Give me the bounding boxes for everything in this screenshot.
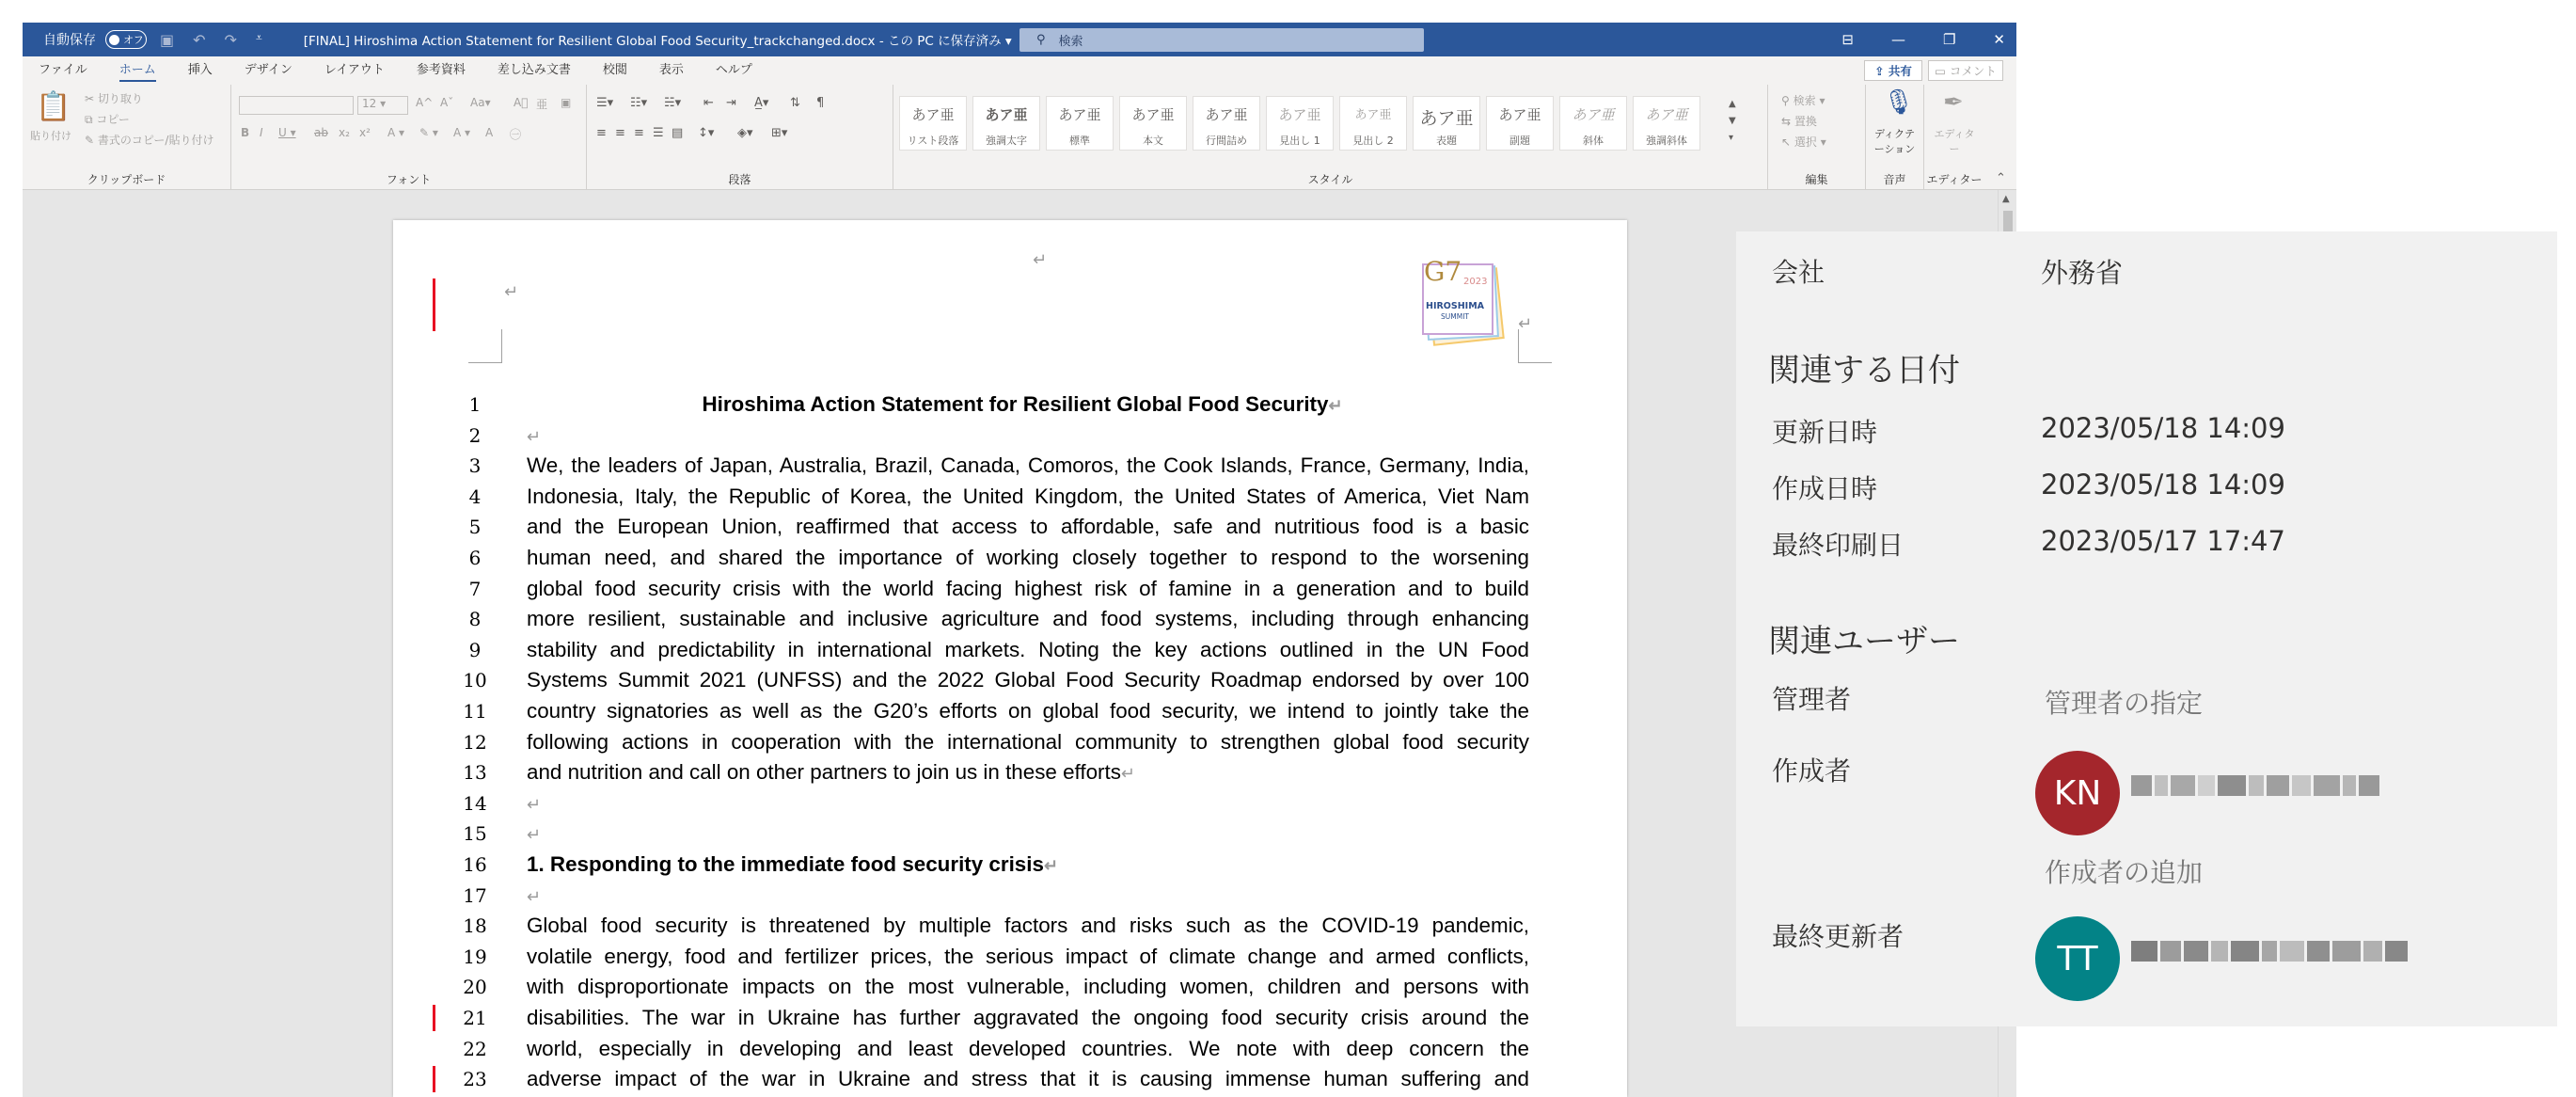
select-button[interactable]: ↖ 選択 ▾ xyxy=(1781,135,1826,149)
paragraph-mark: ↵ xyxy=(527,825,542,845)
document-line[interactable] xyxy=(527,881,1542,913)
logo-hiroshima-text: HIROSHIMA xyxy=(1426,301,1485,311)
company-value[interactable]: 外務省 xyxy=(2041,257,2124,289)
last-modified-name-redacted[interactable] xyxy=(2131,941,2410,978)
autosave-label: 自動保存 xyxy=(43,33,96,48)
line-text: volatile energy, food and fertilizer prices, the serious impact of climate change and armed conflicts, xyxy=(527,944,1529,968)
undo-icon[interactable]: ↶ xyxy=(193,30,206,49)
line-text: global food security crisis with the world facing highest risk of famine in a generation and to build xyxy=(527,576,1529,600)
grow-font-icon[interactable]: A^ xyxy=(416,96,434,109)
document-line[interactable] xyxy=(527,1034,1529,1065)
author-name-redacted[interactable] xyxy=(2131,775,2382,813)
document-line[interactable] xyxy=(527,451,1529,482)
style-intense-emphasis[interactable]: あア亜 強調斜体 xyxy=(1633,96,1700,151)
minimize-icon[interactable]: — xyxy=(1890,31,1905,48)
line-number: 18 xyxy=(463,914,487,938)
document-line[interactable] xyxy=(527,819,1542,851)
paragraph-mark: ↵ xyxy=(527,886,542,906)
g7-hiroshima-logo xyxy=(1418,254,1507,344)
tab-view[interactable]: 表示 xyxy=(658,63,684,77)
paragraph-mark: ↵ xyxy=(1328,396,1343,415)
voice-group xyxy=(1866,85,1924,190)
line-text: 1. Responding to the immediate food security crisis xyxy=(527,852,1044,876)
style-emphasis[interactable]: あア亜 斜体 xyxy=(1559,96,1627,151)
line-number: 16 xyxy=(463,853,487,876)
line-number: 19 xyxy=(463,945,487,968)
paragraph-group xyxy=(587,85,893,190)
styles-group xyxy=(893,85,1768,190)
line-number: 5 xyxy=(468,516,482,539)
share-button[interactable]: ⇪ 共有 xyxy=(1864,60,1922,81)
line-number: 17 xyxy=(463,883,487,907)
line-text: world, especially in developing and least developed countries. We note with deep concern the xyxy=(527,1036,1529,1060)
char-border-icon[interactable]: ▣ xyxy=(561,96,572,109)
margin-corner-right xyxy=(1518,329,1552,363)
asian-layout-icon[interactable]: A̲▾ xyxy=(754,96,769,110)
search-box[interactable] xyxy=(1019,28,1424,52)
copy-button[interactable]: ⧉ コピー xyxy=(85,113,130,126)
document-line[interactable] xyxy=(527,696,1529,727)
paragraph-mark: ↵ xyxy=(527,794,542,814)
document-line[interactable] xyxy=(527,665,1529,696)
company-label: 会社 xyxy=(1772,257,1825,288)
paragraph-mark: ↵ xyxy=(1120,764,1135,784)
line-number: 12 xyxy=(463,730,487,754)
document-line[interactable] xyxy=(527,757,1542,789)
document-line[interactable] xyxy=(527,390,1518,421)
line-text: human need, and shared the importance of working closely together to respond to the worsening xyxy=(527,546,1529,569)
line-text: and nutrition and call on other partners to join us in these efforts xyxy=(527,760,1121,785)
line-text: following actions in cooperation with the international community to strengthen global food security xyxy=(527,729,1529,754)
tab-references[interactable]: 参考資料 xyxy=(416,63,466,77)
document-line[interactable] xyxy=(527,972,1529,1003)
word-window xyxy=(23,23,2016,1097)
last-printed-label: 最終印刷日 xyxy=(1772,530,1904,561)
save-icon[interactable]: ▣ xyxy=(160,30,175,49)
document-line[interactable] xyxy=(527,543,1529,574)
shading-fill-icon[interactable]: ◈▾ xyxy=(737,126,753,140)
style-strong[interactable]: あア亜 強調太字 xyxy=(972,96,1040,151)
line-text: more resilient, sustainable and inclusive agriculture and food systems, including through enhancing xyxy=(527,607,1529,631)
style-heading-1[interactable]: あア亜 見出し 1 xyxy=(1266,96,1334,151)
tab-mailings[interactable]: 差し込み文書 xyxy=(497,63,571,77)
ribbon-display-icon[interactable]: ⊟ xyxy=(1841,31,1854,48)
document-line[interactable] xyxy=(527,574,1529,605)
line-text: with disproportionate impacts on the most vulnerable, including women, children and persons with xyxy=(527,975,1529,999)
line-number: 2 xyxy=(468,423,482,447)
line-number: 11 xyxy=(463,700,487,723)
superscript-icon[interactable]: x² xyxy=(359,126,371,139)
logo-year-text: 2023 xyxy=(1463,277,1488,287)
highlight-icon[interactable]: ✎ ▾ xyxy=(419,126,438,139)
editor-icon[interactable]: ✒ xyxy=(1943,88,1964,117)
dictate-label[interactable]: ディクテーション xyxy=(1873,128,1916,155)
editing-group-label: 編集 xyxy=(1805,173,1828,186)
style-list-paragraph[interactable]: あア亜 リスト段落 xyxy=(899,96,967,151)
clipboard-group-label: クリップボード xyxy=(87,173,166,186)
paragraph-group-label: 段落 xyxy=(728,173,751,186)
shading-icon[interactable]: A xyxy=(485,126,494,139)
document-line[interactable] xyxy=(527,604,1529,635)
line-number: 14 xyxy=(463,791,487,815)
align-right-icon[interactable]: ≡ xyxy=(634,126,644,140)
line-text: disabilities. The war in Ukraine has further aggravated the ongoing food security crisis around the xyxy=(527,1006,1529,1029)
styles-scroll-icon[interactable]: ▲ ▼ ▾ xyxy=(1729,99,1736,143)
increase-indent-icon[interactable]: ⇥ xyxy=(726,96,736,110)
tab-design[interactable]: デザイン xyxy=(244,63,292,77)
toggle-knob xyxy=(109,35,119,45)
line-number: 23 xyxy=(463,1068,487,1091)
font-name-box[interactable] xyxy=(239,96,354,115)
document-title[interactable]: [FINAL] Hiroshima Action Statement for Resilient Global Food Security_trackchanged.docx - この PC に保存済み ▾ xyxy=(303,34,1012,49)
header-paragraph-mark-left: ↵ xyxy=(504,282,519,302)
window-controls xyxy=(1841,23,2005,56)
header-paragraph-mark-right: ↵ xyxy=(1518,314,1533,334)
line-number: 20 xyxy=(463,976,487,999)
document-line[interactable] xyxy=(527,727,1529,758)
document-line[interactable] xyxy=(527,788,1542,820)
scroll-up-icon[interactable]: ▲ xyxy=(2002,194,2010,204)
modified-label: 更新日時 xyxy=(1772,417,1878,448)
tab-insert[interactable]: 挿入 xyxy=(187,63,213,77)
close-icon[interactable]: ✕ xyxy=(1993,31,2005,48)
document-page[interactable] xyxy=(393,220,1627,1097)
document-line[interactable] xyxy=(527,942,1529,973)
line-text: We, the leaders of Japan, Australia, Brazil, Canada, Comoros, the Cook Islands, France, Germany, India, xyxy=(527,453,1529,478)
document-line[interactable] xyxy=(527,850,1542,882)
tab-layout[interactable]: レイアウト xyxy=(324,63,385,77)
paste-label[interactable]: 貼り付け xyxy=(30,130,71,142)
specify-manager-link[interactable]: 管理者の指定 xyxy=(2045,688,2204,719)
paragraph-mark: ↵ xyxy=(1043,856,1059,875)
font-group-label: フォント xyxy=(386,173,432,186)
line-number: 8 xyxy=(468,608,482,631)
document-line[interactable] xyxy=(527,421,1542,453)
line-text: Systems Summit 2021 (UNFSS) and the 2022 Global Food Security Roadmap endorsed by over 100 xyxy=(527,668,1529,692)
line-spacing-icon[interactable]: ↕▾ xyxy=(698,126,715,140)
line-text: country signatories as well as the G20’s efforts on global food security, we intend to jointly take the xyxy=(527,699,1529,723)
ribbon xyxy=(23,85,2016,190)
change-bar xyxy=(433,278,435,331)
tab-help[interactable]: ヘルプ xyxy=(715,63,752,77)
last-printed-value: 2023/05/17 17:47 xyxy=(2041,525,2285,557)
bold-icon[interactable]: B xyxy=(241,126,250,139)
align-left-icon[interactable]: ≡ xyxy=(596,126,607,140)
change-case-icon[interactable]: Aa▾ xyxy=(470,96,491,109)
line-number: 3 xyxy=(468,454,482,478)
style-title[interactable]: あア亜 表題 xyxy=(1413,96,1480,151)
logo-summit-text: SUMMIT xyxy=(1441,312,1469,321)
line-number: 13 xyxy=(463,761,487,785)
author-label: 作成者 xyxy=(1772,755,1852,787)
italic-icon[interactable]: I xyxy=(260,126,263,139)
align-center-icon[interactable]: ≡ xyxy=(615,126,625,140)
logo-g7-text: G7 xyxy=(1424,256,1462,287)
font-size-box[interactable]: 12 ▾ xyxy=(357,96,408,115)
line-text: stability and predictability in international markets. Noting the key actions outlined in the UN Food xyxy=(527,637,1529,661)
enclose-char-icon[interactable]: ㊀ xyxy=(510,128,522,141)
voice-group-label: 音声 xyxy=(1883,173,1906,186)
numbering-icon[interactable]: ☷▾ xyxy=(630,96,648,110)
document-properties-panel xyxy=(1736,231,2557,1026)
last-modified-avatar[interactable]: TT xyxy=(2035,916,2120,1001)
style-body[interactable]: あア亜 本文 xyxy=(1119,96,1187,151)
paragraph-mark: ↵ xyxy=(527,426,542,446)
strikethrough-icon[interactable]: ab xyxy=(314,126,328,139)
last-modified-by-label: 最終更新者 xyxy=(1772,921,1904,952)
created-label: 作成日時 xyxy=(1772,473,1878,504)
line-number: 15 xyxy=(463,822,487,846)
microphone-icon[interactable]: 🎙 xyxy=(1883,88,1915,117)
add-author-link[interactable]: 作成者の追加 xyxy=(2045,857,2204,888)
borders-icon[interactable]: ⊞▾ xyxy=(771,126,788,140)
font-color-icon[interactable]: A ▾ xyxy=(453,126,471,139)
line-number: 10 xyxy=(463,669,487,692)
document-line[interactable] xyxy=(527,512,1529,543)
customize-qat-icon[interactable]: ⩡ xyxy=(255,30,262,44)
show-marks-icon[interactable]: ¶ xyxy=(816,96,825,110)
phonetic-guide-icon[interactable]: 亜 xyxy=(536,98,548,111)
manager-label: 管理者 xyxy=(1772,684,1852,715)
cut-button[interactable]: ✂ 切り取り xyxy=(85,92,143,105)
tab-file[interactable]: ファイル xyxy=(39,63,87,77)
line-text: adverse impact of the war in Ukraine and stress that it is causing immense human suffering and xyxy=(527,1067,1529,1091)
line-text: and the European Union, reaffirmed that access to affordable, safe and nutritious food is a basic xyxy=(527,515,1529,539)
line-text: Hiroshima Action Statement for Resilient Global Food Security xyxy=(702,392,1329,416)
change-bar xyxy=(433,1005,435,1031)
line-number: 9 xyxy=(468,638,482,661)
editor-group-label: エディター xyxy=(1926,173,1983,186)
change-bar xyxy=(433,1066,435,1092)
autosave-state: オフ xyxy=(123,34,144,46)
paste-icon[interactable]: 📋 xyxy=(36,90,71,123)
line-number: 4 xyxy=(468,485,482,508)
document-line[interactable] xyxy=(527,1064,1529,1095)
document-line[interactable] xyxy=(527,1003,1529,1034)
replace-button[interactable]: ⇆ 置換 xyxy=(1781,115,1817,128)
line-number: 21 xyxy=(463,1007,487,1029)
decrease-indent-icon[interactable]: ⇤ xyxy=(703,96,714,110)
document-line[interactable] xyxy=(527,635,1529,666)
modified-value: 2023/05/18 14:09 xyxy=(2041,412,2285,444)
line-number: 1 xyxy=(468,393,482,416)
ribbon-tabs xyxy=(23,56,2016,85)
related-people-heading: 関連ユーザー xyxy=(1768,623,1960,660)
clipboard-group xyxy=(23,85,231,190)
subscript-icon[interactable]: x₂ xyxy=(339,126,350,139)
text-effects-icon[interactable]: A ▾ xyxy=(387,126,405,139)
document-line[interactable] xyxy=(527,911,1529,942)
comment-button[interactable]: ▭ コメント xyxy=(1928,60,2003,81)
title-bar xyxy=(23,23,2016,56)
search-icon: ⚲ xyxy=(1036,33,1046,47)
tab-home[interactable]: ホーム xyxy=(103,56,172,85)
line-number: 6 xyxy=(468,547,482,569)
created-value: 2023/05/18 14:09 xyxy=(2041,469,2285,501)
author-avatar[interactable]: KN xyxy=(2035,751,2120,835)
restore-icon[interactable]: ❐ xyxy=(1942,31,1956,48)
related-dates-heading: 関連する日付 xyxy=(1768,352,1960,390)
distributed-icon[interactable]: ▤ xyxy=(672,126,684,140)
autosave-toggle[interactable] xyxy=(105,30,147,49)
header-paragraph-mark: ↵ xyxy=(1033,250,1048,270)
format-painter-button[interactable]: ✎ 書式のコピー/貼り付け xyxy=(85,134,214,147)
shrink-font-icon[interactable]: Aˇ xyxy=(440,96,454,109)
line-text: Global food security is threatened by multiple factors and risks such as the COVID-19 pandemic, xyxy=(527,914,1529,938)
editing-group xyxy=(1768,85,1866,190)
style-subtitle[interactable]: あア亜 副題 xyxy=(1486,96,1554,151)
quick-access-toolbar xyxy=(160,31,262,49)
justify-icon[interactable]: ☰ xyxy=(653,126,664,140)
editor-label[interactable]: エディター xyxy=(1934,128,1975,155)
find-button[interactable]: ⚲ 検索 ▾ xyxy=(1781,94,1825,107)
line-number: 22 xyxy=(463,1037,487,1060)
font-group xyxy=(231,85,587,190)
margin-corner-left xyxy=(468,329,502,363)
style-normal[interactable]: あア亜 標準 xyxy=(1046,96,1114,151)
collapse-ribbon-icon[interactable]: ⌃ xyxy=(1996,171,2006,185)
sort-icon[interactable]: ⇅ xyxy=(790,96,800,110)
underline-icon[interactable]: U ▾ xyxy=(278,126,296,139)
editor-group xyxy=(1924,85,1984,190)
tab-review[interactable]: 校閲 xyxy=(602,63,627,77)
document-line[interactable] xyxy=(527,482,1529,513)
line-text: Indonesia, Italy, the Republic of Korea, the United Kingdom, the United States of America, Viet Nam xyxy=(527,484,1529,508)
styles-group-label: スタイル xyxy=(1307,173,1353,186)
bullets-icon[interactable]: ☰▾ xyxy=(596,96,614,110)
clear-format-icon[interactable]: A⃠ xyxy=(514,96,529,109)
multilevel-icon[interactable]: ☵▾ xyxy=(664,96,682,110)
line-number: 7 xyxy=(468,577,482,600)
style-no-spacing[interactable]: あア亜 行間詰め xyxy=(1193,96,1260,151)
style-heading-2[interactable]: あア亜 見出し 2 xyxy=(1339,96,1407,151)
search-placeholder: 検索 xyxy=(1058,35,1083,49)
redo-icon[interactable]: ↷ xyxy=(224,30,237,49)
